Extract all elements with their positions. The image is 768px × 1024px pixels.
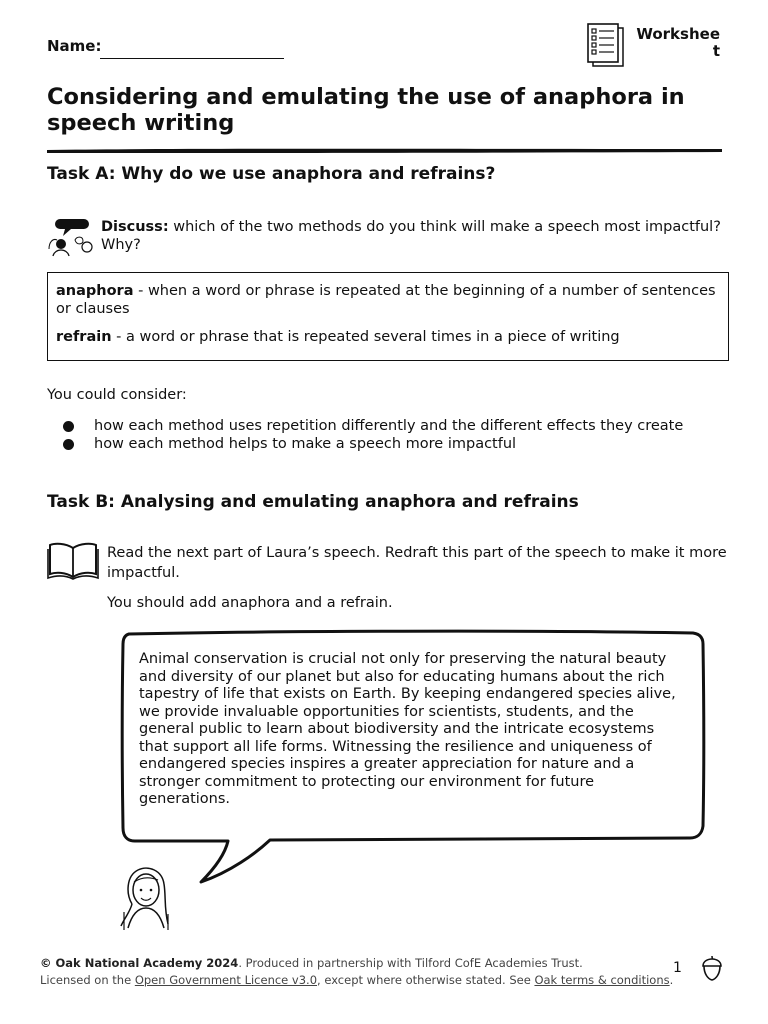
- footer-licence-suffix: .: [669, 973, 674, 987]
- discuss-label: Discuss:: [101, 219, 169, 235]
- footer-licence: [40, 973, 673, 987]
- girl-portrait-icon: [118, 864, 172, 930]
- name-label: Name:: [47, 37, 102, 55]
- list-item-text: how each method helps to make a speech more impactful: [94, 436, 517, 452]
- worksheet-icon: [585, 22, 629, 68]
- speech-text: Animal conservation is crucial not only for preserving the natural beauty and diversity of our planet but also for educating humans about the rich tapestry of life that exists on Earth. By keeping endangered species alive, we provide invaluable opportunities for scientists, students, and the general public to learn about biodiversity and the intricate ecosystems that support all life forms. Witnessing the resilience and uniqueness of endangered species inspires a greater appreciation for nature and a stronger commitment to protecting our environment for future generations.: [139, 651, 676, 807]
- list-item: [63, 435, 683, 453]
- page-number: 1: [673, 960, 682, 976]
- definition-anaphora: [56, 282, 716, 318]
- acorn-icon: [700, 954, 724, 982]
- footer-licence-middle: , except where otherwise stated. See: [317, 973, 535, 987]
- consider-list: [63, 417, 683, 453]
- footer-credit: [40, 956, 583, 970]
- consider-label: You could consider:: [47, 387, 187, 403]
- footer-partnership: . Produced in partnership with Tilford CofE Academies Trust.: [238, 956, 583, 970]
- bullet-icon: [63, 439, 74, 450]
- definition-refrain: [56, 328, 716, 346]
- open-book-icon: [47, 540, 99, 580]
- definition-term: anaphora: [56, 283, 134, 299]
- terms-link[interactable]: Oak terms & conditions: [534, 973, 670, 987]
- name-field-line[interactable]: [100, 58, 284, 59]
- page-title: Considering and emulating the use of anaphora in speech writing: [47, 84, 685, 136]
- bullet-icon: [63, 421, 74, 432]
- worksheet-label: Worksheet: [636, 25, 720, 60]
- definition-text: - when a word or phrase is repeated at the beginning of a number of sentences or clauses: [56, 283, 716, 317]
- task-b-heading: Task B: Analysing and emulating anaphora and refrains: [47, 492, 579, 512]
- discuss-icon: [47, 216, 97, 258]
- task-b-add-instruction: You should add anaphora and a refrain.: [107, 595, 393, 611]
- licence-link[interactable]: Open Government Licence v3.0: [134, 973, 318, 987]
- title-divider: [47, 146, 722, 156]
- list-item: [63, 417, 683, 435]
- task-a-heading: Task A: Why do we use anaphora and refrains?: [47, 164, 496, 184]
- task-b-instruction: Read the next part of Laura’s speech. Redraft this part of the speech to make it more impactful.: [107, 545, 727, 581]
- footer-copyright: © Oak National Academy 2024: [40, 956, 239, 970]
- definition-term: refrain: [56, 329, 112, 345]
- footer-licence-prefix: Licensed on the: [40, 973, 135, 987]
- discuss-question: which of the two methods do you think will make a speech most impactful? Why?: [101, 219, 721, 253]
- list-item-text: how each method uses repetition differently and the different effects they create: [94, 418, 684, 434]
- discuss-prompt: [101, 218, 721, 254]
- definition-text: - a word or phrase that is repeated several times in a piece of writing: [111, 329, 620, 345]
